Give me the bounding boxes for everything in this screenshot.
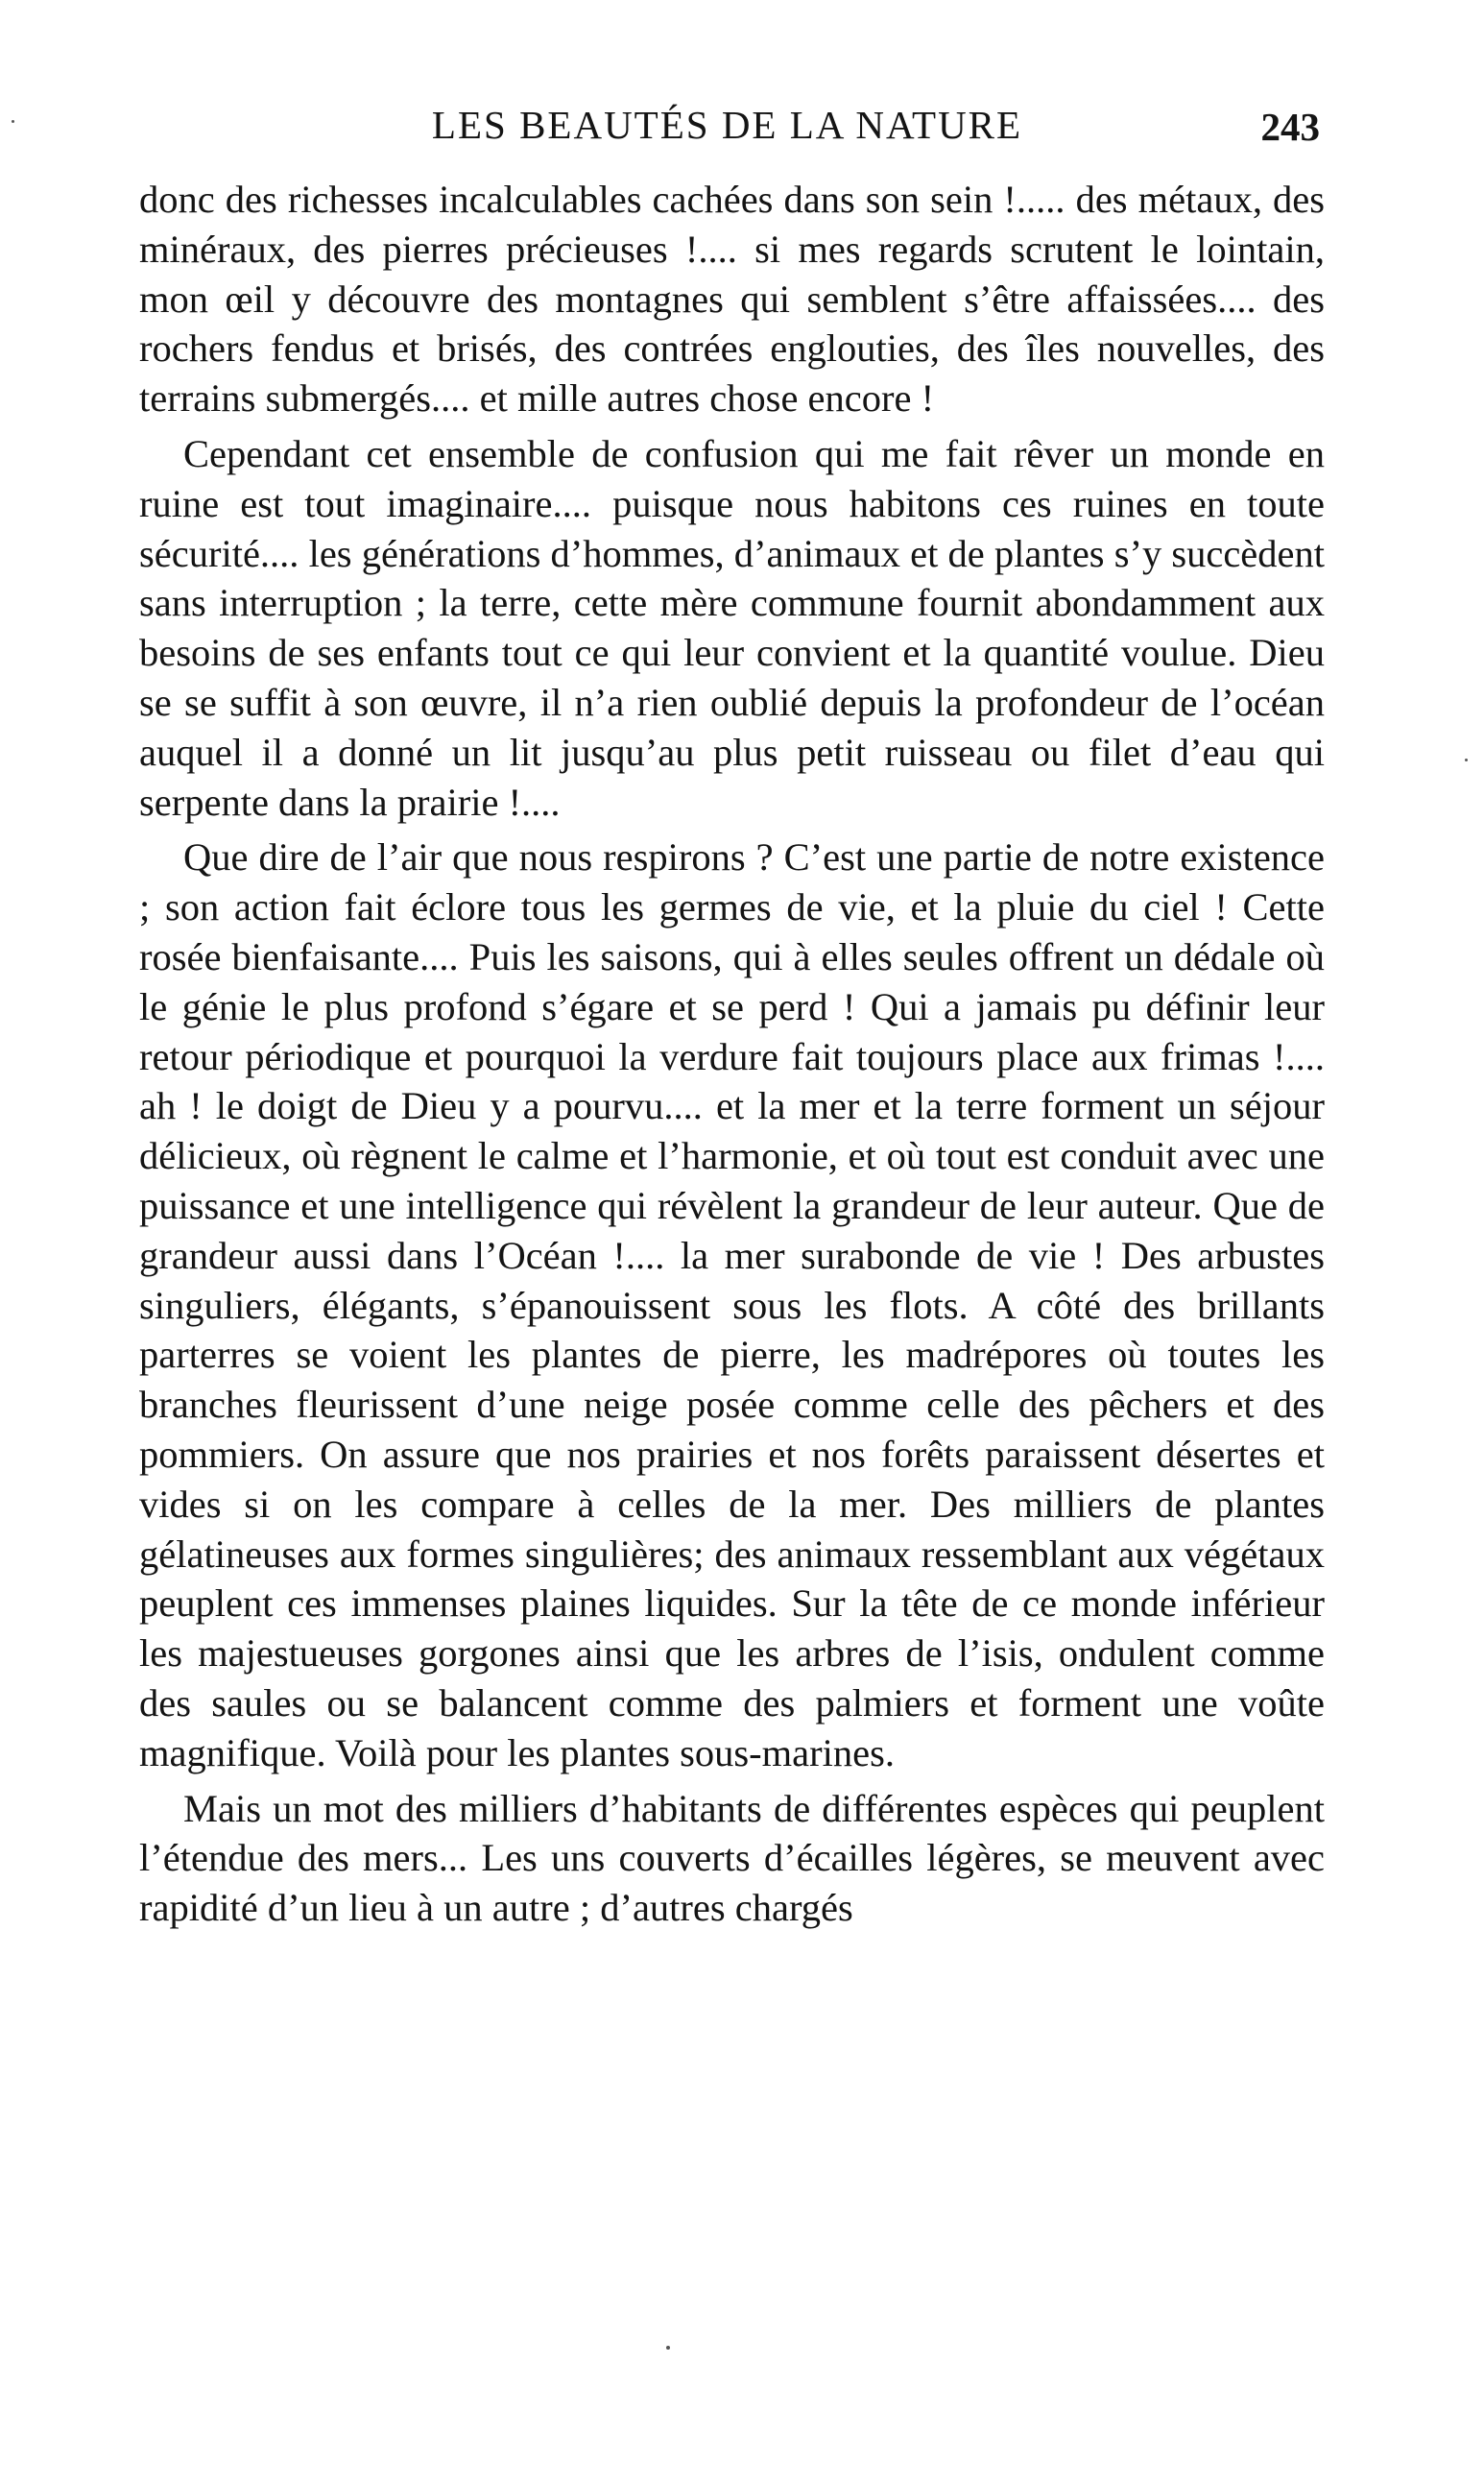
running-title: LES BEAUTÉS DE LA NATURE bbox=[431, 103, 1023, 147]
paragraph-sea-inhabitants: Mais un mot des milliers d’habitants de différentes espèces qui peuplent l’étendue des mers... Les uns couverts d’écailles légères, se meuvent avec rapidité d’un lieu à un autre ; d’autres chargés bbox=[139, 1786, 1325, 1930]
running-head bbox=[134, 96, 1320, 154]
print-speck bbox=[1465, 759, 1468, 761]
print-speck bbox=[666, 2346, 670, 2350]
body-text bbox=[139, 175, 1325, 1939]
page-number: 243 bbox=[1260, 105, 1320, 149]
paragraph-continuation: donc des richesses incalculables cachées dans son sein !..... des métaux, des minéraux, des pierres précieuses !.... si mes regards scrutent le lointain, mon œil y découvre des montagnes qui semblent s’être affaissées.... des rochers fendus et brisés, des contrées englouties, des îles nouvelles, des terrains submergés.... et mille autres chose encore ! bbox=[139, 178, 1325, 421]
print-speck bbox=[12, 120, 14, 123]
paragraph-ruins: Cependant cet ensemble de confusion qui me fait rêver un monde en ruine est tout imaginaire.... puisque nous habitons ces ruines en toute sécurité.... les générations d’hommes, d’animaux et de plantes s’y succèdent sans interruption ; la terre, cette mère commune fournit abondamment aux besoins de ses enfants tout ce qui leur convient et la quantité voulue. Dieu se se suffit à son œuvre, il n’a rien oublié depuis la profondeur de l’océan auquel il a donné un lit jusqu’au plus petit ruisseau ou filet d’eau qui serpente dans la prairie !.... bbox=[139, 431, 1325, 824]
paragraph-air-and-sea: Que dire de l’air que nous respirons ? C’est une partie de notre existence ; son action fait éclore tous les germes de vie, et la pluie du ciel ! Cette rosée bienfaisante.... Puis les saisons, qui à elles seules offrent un dédale où le génie le plus profond s’égare et se perd ! Qui a jamais pu définir leur retour périodique et pourquoi la verdure fait toujours place aux frimas !.... ah ! le doigt de Dieu y a pourvu.... et la mer et la terre forment un séjour délicieux, où règnent le calme et l’harmonie, et où tout est conduit avec une puissance et une intelligence qui révèlent la grandeur de leur auteur. Que de grandeur aussi dans l’Océan !.... la mer surabonde de vie ! Des arbustes singuliers, élégants, s’épanouissent sous les flots. A côté des brillants parterres se voient les plantes de pierre, les madrépores où toutes les branches fleurissent d’une neige posée comme celle des pêchers et des pommiers. On assure que nos prairies et nos forêts paraissent désertes et vides si on les compare à celles de la mer. Des milliers de plantes gélatineuses aux formes singulières; des animaux ressemblant aux végétaux peuplent ces immenses plaines liquides. Sur la tête de ce monde inférieur les majestueuses gorgones ainsi que les arbres de l’isis, ondulent comme des saules ou se balancent comme des palmiers et forment une voûte magnifique. Voilà pour les plantes sous-marines. bbox=[139, 835, 1325, 1774]
